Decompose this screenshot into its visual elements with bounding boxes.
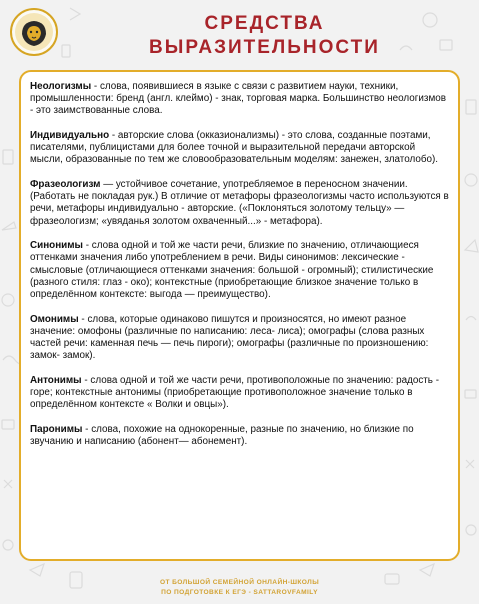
entry-text: - слова, появившиеся в языке с связи с развитием науки, техники, промышленности: бренд (англ. клеймо) - знак, торговая марка. Большинство неологизмов - это заимствованные слова.	[30, 81, 446, 117]
entry-term: Неологизмы	[30, 81, 92, 92]
entries-list	[30, 81, 450, 448]
page-title-line-2: ВЫРАЗИТЕЛЬНОСТИ	[149, 37, 380, 58]
entry-term: Антонимы	[30, 374, 82, 386]
footer-line-1: ОТ БОЛЬШОЙ СЕМЕЙНОЙ ОНЛАЙН-ШКОЛЫ	[159, 579, 320, 586]
entry-text: - слова, которые одинаково пишутся и произносятся, но имеют разное значение: омофоны (различные по написанию: леса- лиса); омографы (слова разных частей речи: каменная печь — печь пироги); омографы (различные по произношению: замок- замок).	[30, 313, 429, 362]
entry-synonyms	[30, 240, 450, 301]
footer-line-2: ПО ПОДГОТОВКЕ К ЕГЭ - SATTAROVFAMILY	[161, 589, 318, 596]
entry-text: - слова одной и той же части речи, противоположные по значению: радость - горе; контекстные антонимы (приобретающие противоположное значение только в определённом контексте « Волки и овцы»).	[30, 374, 439, 411]
entry-term: Индивидуально	[30, 130, 110, 141]
content-card	[19, 70, 460, 561]
entry-term: Паронимы	[30, 423, 83, 435]
entry-neologisms	[30, 81, 450, 118]
lion-logo-icon	[12, 10, 56, 54]
entry-text: - слова одной и той же части речи, близкие по значению, отличающиеся оттенками значения либо употреблением в речи. Виды синонимов: лексические - смысловые (отличающиеся оттенками значения: большой - огромный); стилистические (разного стиля: глаз - око); контекстные (приобретающие близкое значение только в определённом контексте: выгода — преимущество).	[30, 240, 434, 301]
entry-phraseologism	[30, 179, 450, 228]
entry-term: Омонимы	[30, 313, 79, 325]
entry-homonyms	[30, 314, 450, 363]
entry-text: - слова, похожие на однокоренные, разные по значению, но близкие по звучанию и написанию (абонент— абонемент).	[30, 423, 414, 448]
entry-text: — устойчивое сочетание, употребляемое в переносном значении. (Работать не покладая рук.) В отличие от метафоры фразеологизмы часто используются в речи, метафоры индивидуально - авторские. («Поклоняться золотому тельцу» — фразеологизм; «увяданья золотом охваченный...» - метафора).	[30, 179, 449, 227]
entry-occasionalisms	[30, 130, 450, 167]
page-title-line-1: СРЕДСТВА	[204, 13, 325, 34]
school-logo	[10, 8, 58, 56]
entry-paronyms	[30, 424, 450, 448]
entry-term: Фразеологизм	[30, 179, 101, 190]
entry-term: Синонимы	[30, 240, 83, 252]
entry-text: - авторские слова (окказионализмы) - это слова, созданные поэтами, писателями, публицистами для более точной и выразительной передачи авторской мысли, образованные по тем же словообразовательным моделям: занежен, златолобо).	[30, 130, 439, 166]
entry-antonyms	[30, 375, 450, 412]
